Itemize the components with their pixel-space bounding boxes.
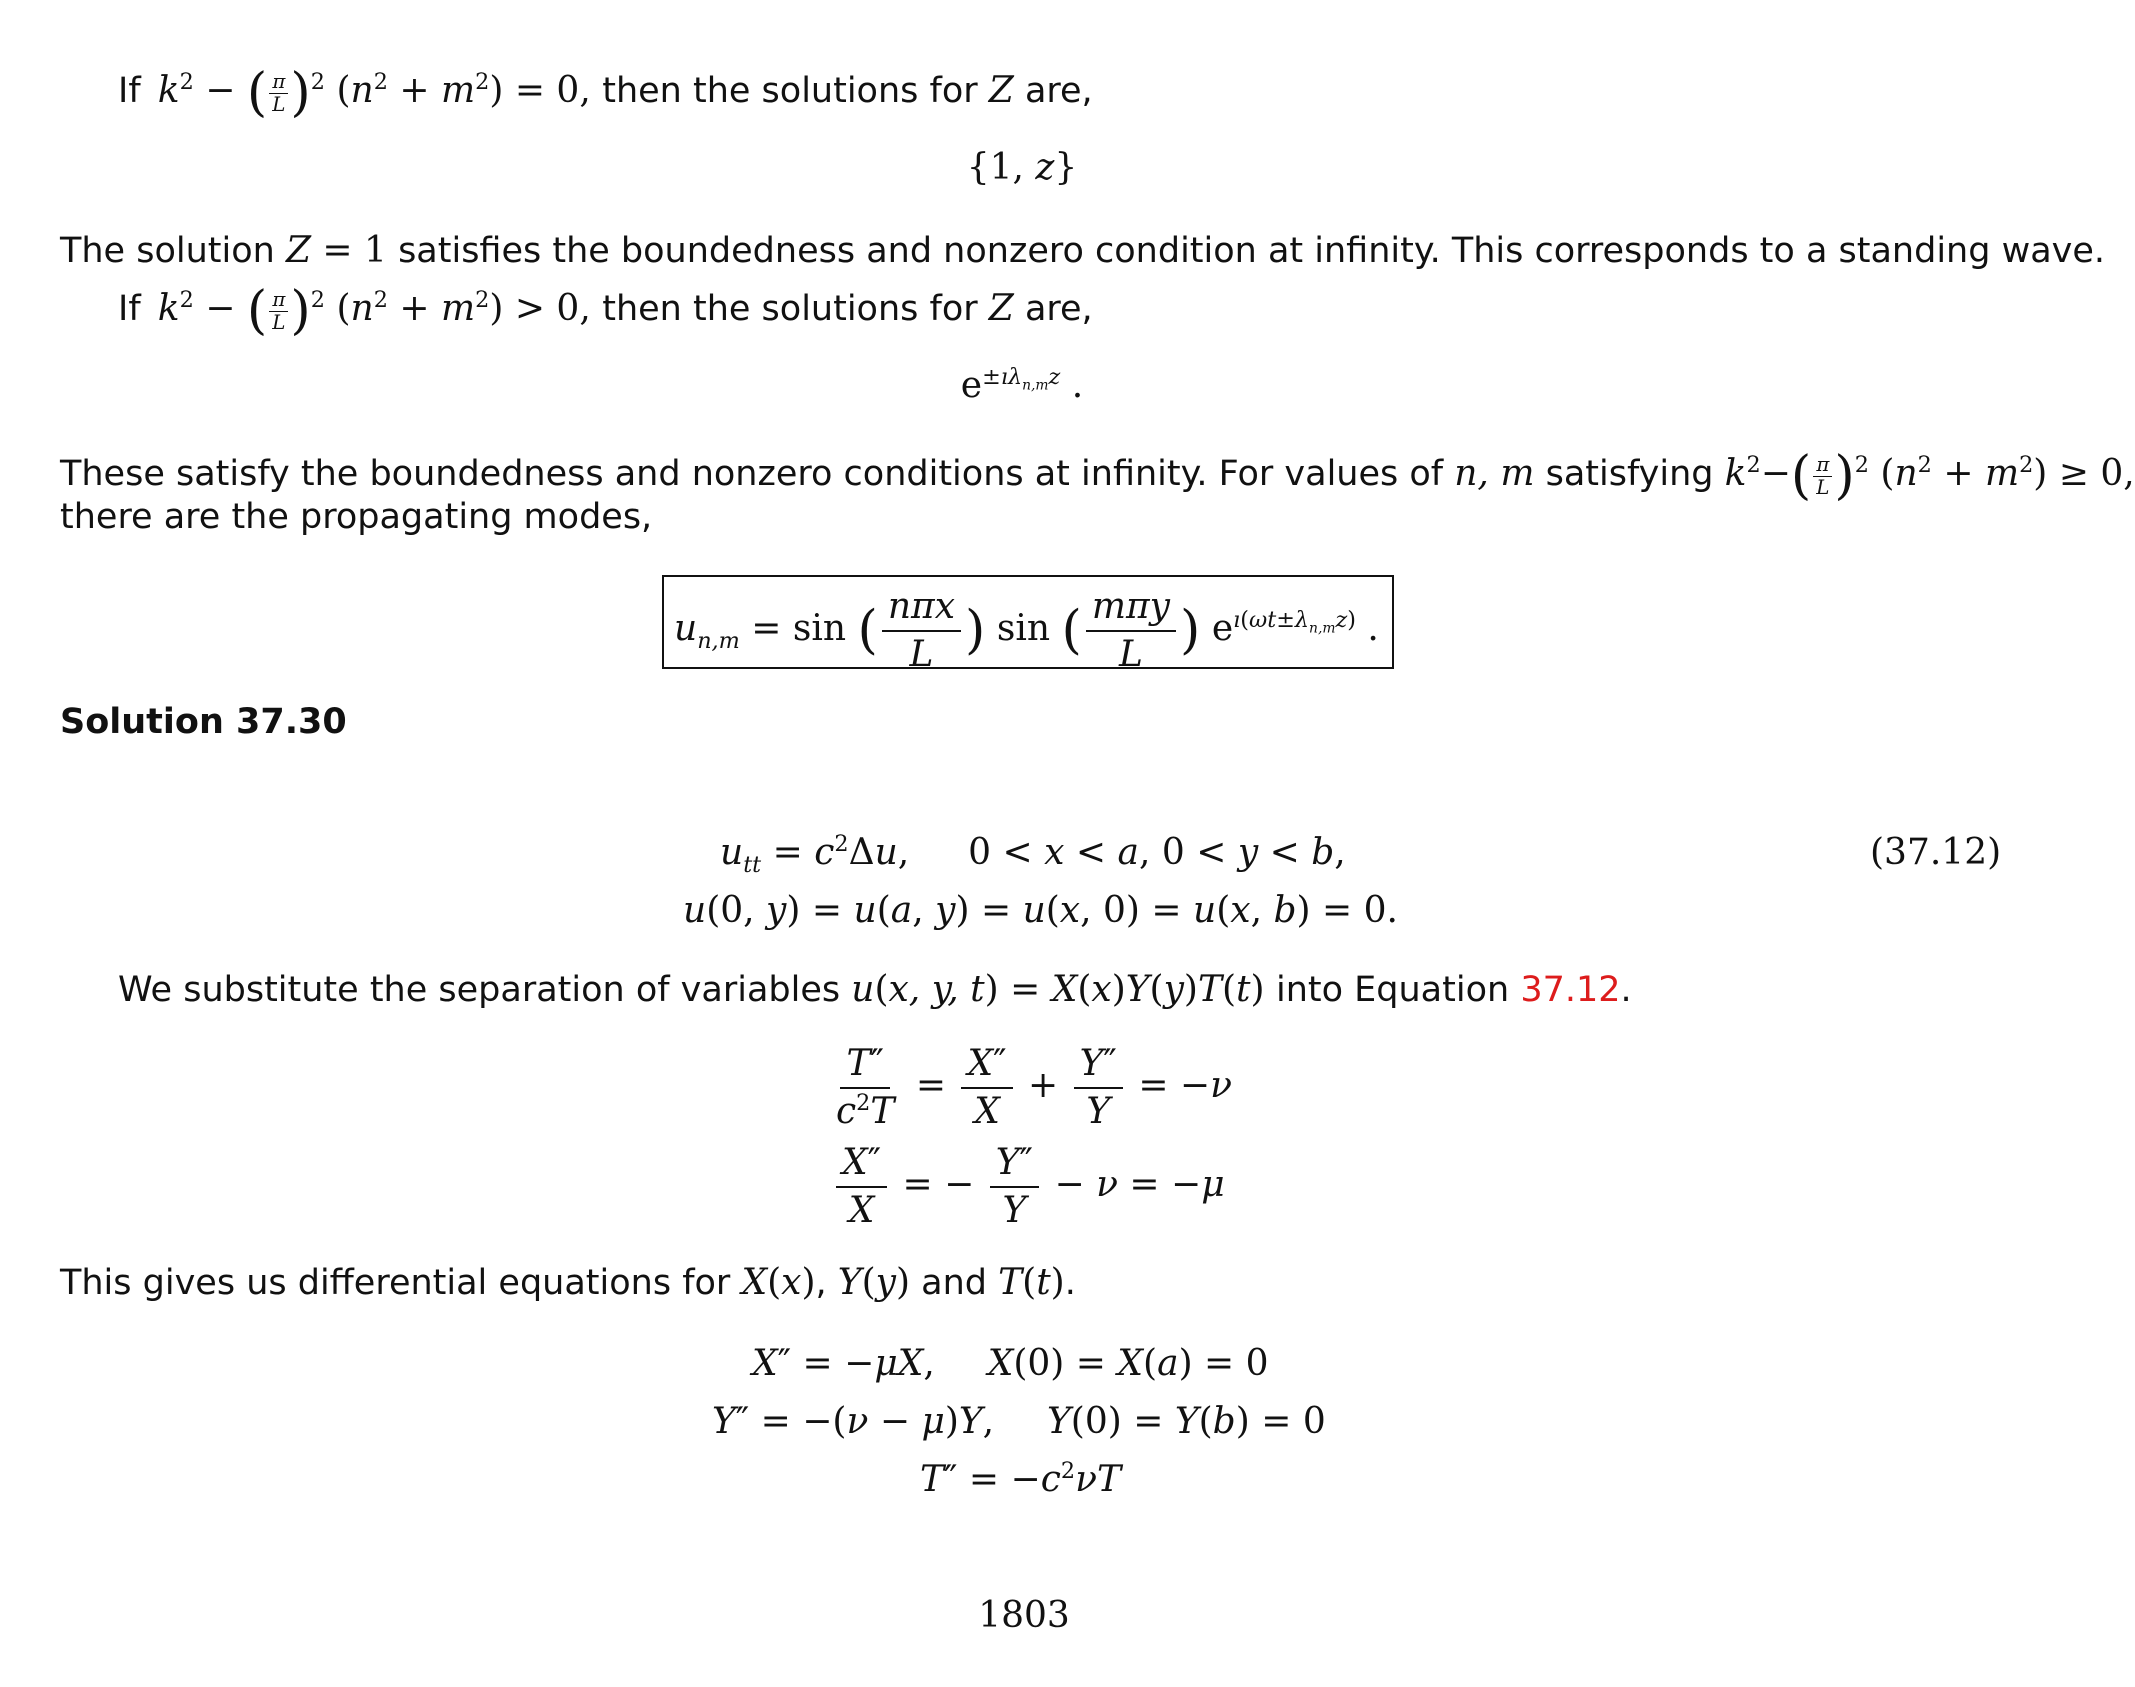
page-number: 1803 — [978, 1595, 1070, 1636]
paragraph-substitute — [118, 969, 1632, 1010]
separated-equation-1: $\frac{T''}{c^2T}$ = $\frac{X''}{X}$ + $\frac{Y''}{Y}$ = −ν — [836, 1043, 1232, 1132]
expr-y-of-y: Y(y) — [837, 1262, 910, 1303]
separated-equation-2: $\frac{X''}{X}$ = − $\frac{Y''}{Y}$ − ν = −μ — [832, 1144, 1225, 1230]
condition-geq-zero: $k^2-$( $\frac{\pi}{L}$ )$^2$ $(n^2 + m^2) \ge 0$, — [1724, 446, 2135, 506]
separation-expression: u(x, y, t) = X(x)Y(y)T(t) — [851, 969, 1265, 1010]
text-comma: , — [815, 1263, 827, 1303]
text-if-2: If — [118, 289, 141, 330]
condition-equal-zero: $k^2$ − ( $\frac{\pi}{L}$ )$^2$ $(n^2 + m^2) = 0$, — [157, 63, 591, 123]
paragraph-propagating-line1 — [60, 446, 2135, 506]
exponential-solutions-display: $e^{\pm ı\lambda_{n,m}z}$ . — [960, 364, 1084, 406]
text-these-satisfy: These satisfy the boundedness and nonzero conditions at infinity. For values of — [60, 454, 1444, 495]
var-z-2: Z — [988, 288, 1014, 330]
condition-greater-zero: $k^2$ − ( $\frac{\pi}{L}$ )$^2$ $(n^2 + m^2) > 0$, — [157, 281, 591, 341]
paragraph-propagating-line2: there are the propagating modes, — [60, 497, 653, 537]
ode-x: X″ = −μX, X(0) = X(a) = 0 — [752, 1343, 1269, 1384]
equation-number-37-12: (37.12) — [1870, 832, 2002, 873]
text-are-1: are, — [1024, 71, 1093, 112]
paragraph-differential-equations — [60, 1262, 1076, 1303]
equation-37-12-line1: $u_{tt} = c^2\Delta u$, 0 < x < a, 0 < y < b, — [720, 831, 1346, 879]
text-we-substitute: We substitute the separation of variables — [118, 970, 841, 1010]
text-satisfying: satisfying — [1545, 454, 1714, 495]
solution-heading: Solution 37.30 — [60, 702, 347, 742]
ode-t: $T'' = -c^2\nu T$ — [920, 1458, 1121, 1500]
paragraph-case-positive — [118, 281, 1093, 341]
expr-t-of-t: T(t) — [998, 1262, 1065, 1303]
vars-n-m: n, m — [1454, 453, 1535, 495]
paragraph-case-zero — [118, 63, 1093, 123]
text-are-2: are, — [1024, 289, 1093, 330]
paragraph-standing-wave: The solution Z = 1 satisfies the boundedness and nonzero condition at infinity. This corresponds to a standing wave. — [60, 230, 2106, 271]
text-period: . — [1620, 970, 1632, 1010]
text-period-2: . — [1064, 1263, 1076, 1303]
equation-37-12-line2: u(0, y) = u(a, y) = u(x, 0) = u(x, b) = 0. — [683, 890, 1398, 931]
text-then-solutions-1: then the solutions for — [602, 71, 978, 112]
expr-x-of-x: X(x) — [741, 1262, 816, 1303]
text-and: and — [921, 1263, 987, 1303]
ode-y: Y″ = −(ν − μ)Y, Y(0) = Y(b) = 0 — [712, 1401, 1326, 1442]
var-z-1: Z — [988, 70, 1014, 112]
boxed-equation-content: $u_{n,m} = \sin$ ( $\frac{\text{nπx}}{L}$ ) sin ( $\frac{\text{mπy}}{L}$ ) $e^{ı(\omega t\pm\lambda_{n,m}z)}$ . — [674, 586, 1379, 675]
text-then-solutions-2: then the solutions for — [602, 289, 978, 330]
text-into-equation: into Equation — [1276, 970, 1510, 1010]
text-if-1: If — [118, 71, 141, 112]
solution-set-display: {1, z} — [966, 147, 1078, 188]
text-this-gives: This gives us differential equations for — [60, 1263, 731, 1303]
equation-reference-link[interactable]: 37.12 — [1520, 970, 1621, 1010]
